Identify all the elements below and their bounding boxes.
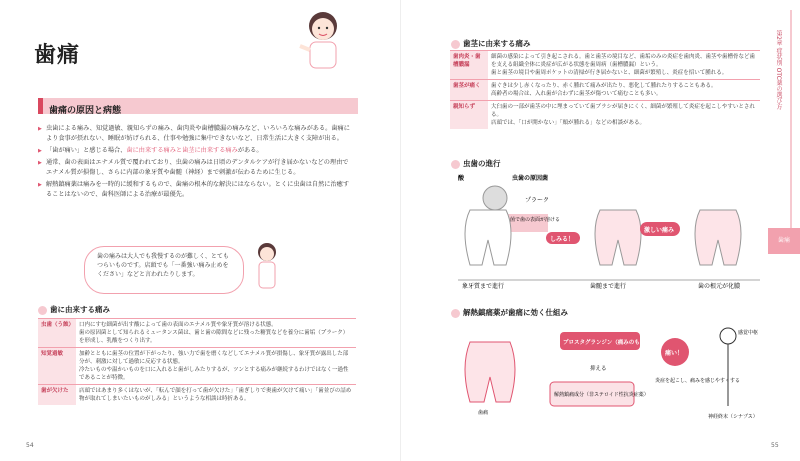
tooth-icon [465,210,511,265]
enamel-label: 菌で歯の表面が溶ける [510,217,561,223]
cause-bullets [38,124,353,202]
bullet-item: ▶ 解熱鎮痛薬は痛みを一時的に緩和するもので、歯痛の根本的な解決にはならない。とくに虫歯は自然に治癒することはないので、歯科医師による治療が最優先。 [38,180,353,200]
caries-diagram [450,170,765,295]
table-row: 歯茎が痛く 歯ぐきは少し赤くなったり、赤く腫れて痛みが出たり、悪化して腫れたりすることもある。 高齢者の場合は、入れ歯が合わずに歯茎が傷ついて痛むことも多い。 [450,80,760,101]
nurse-illustration [296,6,350,70]
bullet-item: ▶ 虫歯による痛み、知覚過敏、親知らずの痛み、歯肉炎や歯槽膿漏の痛みなど、いろいろな痛みがある。歯痛により食事が摂れない、睡眠が妨げられる、仕事や勉強に集中できないなど、日常生活に大きく支障が出る。 [38,124,353,144]
section-header: 歯痛の原因と病態 [38,98,358,114]
table-title: 歯茎に由来する痛み [451,38,531,49]
bacteria-icon [483,186,507,210]
tooth-icon [695,210,741,265]
page-number: 55 [771,442,779,449]
chapter-label: 第2章 症状別 OTC薬の選び方 [775,30,782,110]
tooth-pain-table [38,318,356,405]
tooth-icon [38,306,47,315]
page-title: 歯痛 [34,43,81,68]
nsaid-title: 解熱鎮痛薬が歯痛に効く仕組み [451,307,568,318]
tooth-icon [465,342,515,402]
chapter-tab: 歯痛 [768,228,800,254]
drug-label: 解熱鎮痛成分（非ステロイド性抗炎症薬） [554,392,649,398]
tooth-icon [595,210,641,265]
bacteria-label: 虫歯の原因菌 [512,175,549,182]
side-line [790,10,792,230]
table-row: 親知らず 大臼歯の一部が歯茎の中に埋まっていて歯ブラシが届きにくく、細菌が繁殖して炎症を起こしやすいとされる。 店頭では、「口が開かない」「頬が腫れる」などの相談がある。 [450,101,760,130]
center-circle [720,328,736,344]
shimiru-label: しみる！ [550,236,575,243]
stage-label: 象牙質まで進行 [462,283,505,290]
pain-label: 痛い！ [665,350,684,357]
sense-label: 炎症を起こし、痛みを感じやすくする [655,378,741,384]
tooth-label: 歯痛 [478,410,489,416]
caries-title: 虫歯の進行 [451,158,501,169]
nerve-label: 神経終末（シナプス） [708,414,758,420]
center-label: 感覚中枢 [738,330,759,336]
table-row: 歯が欠けた 店頭ではあまり多くはないが、「転んで顔を打って歯が欠けた」「歯ぎしりで奥歯が欠けて痛い」「歯並びの詰め物が取れてしまいたいものがしみる」というような相談は時折ある。 [38,385,356,406]
gum-pain-table [450,50,760,129]
itai-label: 激しい痛み [644,227,675,234]
stage-label: 歯の根元が化膿 [698,283,741,290]
bullet-item: ▶ 通常、歯の表面はエナメル質で覆われており、虫歯の痛みは日頃のデンタルケアが行き届かないなどの理由でエナメル質が損傷し、さらに内部の象牙質や歯髄（神経）まで刺激が伝わるために生じる。 [38,158,353,178]
stage-label: 歯髄まで進行 [590,283,627,290]
table-row: 歯肉炎・歯槽膿漏 細菌の感染によって引き起こされる。歯と歯茎の境目など、歯垢のみの炎症を歯肉炎、歯茎や歯槽骨など歯を支える組織全体に炎症が広がる状態を歯周病（歯槽膿漏）という。 歯と歯茎の境目や歯周ポケットの清掃が行き届かないと、細菌が繁殖し、炎症を招いて腫れる。 [450,51,760,80]
page-number: 54 [26,442,34,449]
bullet-item: ▶ 「歯が痛い」と感じる場合、歯に由来する痛みと歯茎に由来する痛みがある。 [38,146,353,156]
table-row: 知覚過敏 加齢とともに歯茎の位置が下がったり、強い力で歯を磨くなどしてエナメル質が損傷し、象牙質が露出した部分が、刺激に対して過敏に反応する状態。 冷たいものや温かいものを口に入れると歯がしみたりするが、ツンとする痛みが継続するわけではなく一過性であることが特徴。 [38,348,356,385]
tooth-icon [451,160,460,169]
nurse-small-illustration [252,240,282,296]
pg-label: プロスタグランジン（痛みのもと） [563,340,651,346]
tooth-icon [451,309,460,318]
table-row: 虫歯（う蝕） 口内にすむ細菌が出す酸によって歯の表面のエナメル質や象牙質が溶ける状態。 歯の原因菌として知られるミュータンス菌は、歯と歯の隙間などに残った糖質などを養分に歯垢（プラーク）を形成し、乳酸をつくり出す。 [38,319,356,348]
speech-bubble: 歯の痛みは大人でも我慢するのが難しく、とてもつらいものです。店頭でも「一番強い痛み止めをください」などと言われたりします。 [84,246,244,294]
suppress-label: 抑える [590,366,607,372]
nsaid-diagram [450,322,765,434]
table-title: 歯に由来する痛み [38,304,110,315]
tooth-icon [451,40,460,49]
acid-label: 酸 [458,175,465,182]
plaque-label: プラーク [525,197,550,204]
